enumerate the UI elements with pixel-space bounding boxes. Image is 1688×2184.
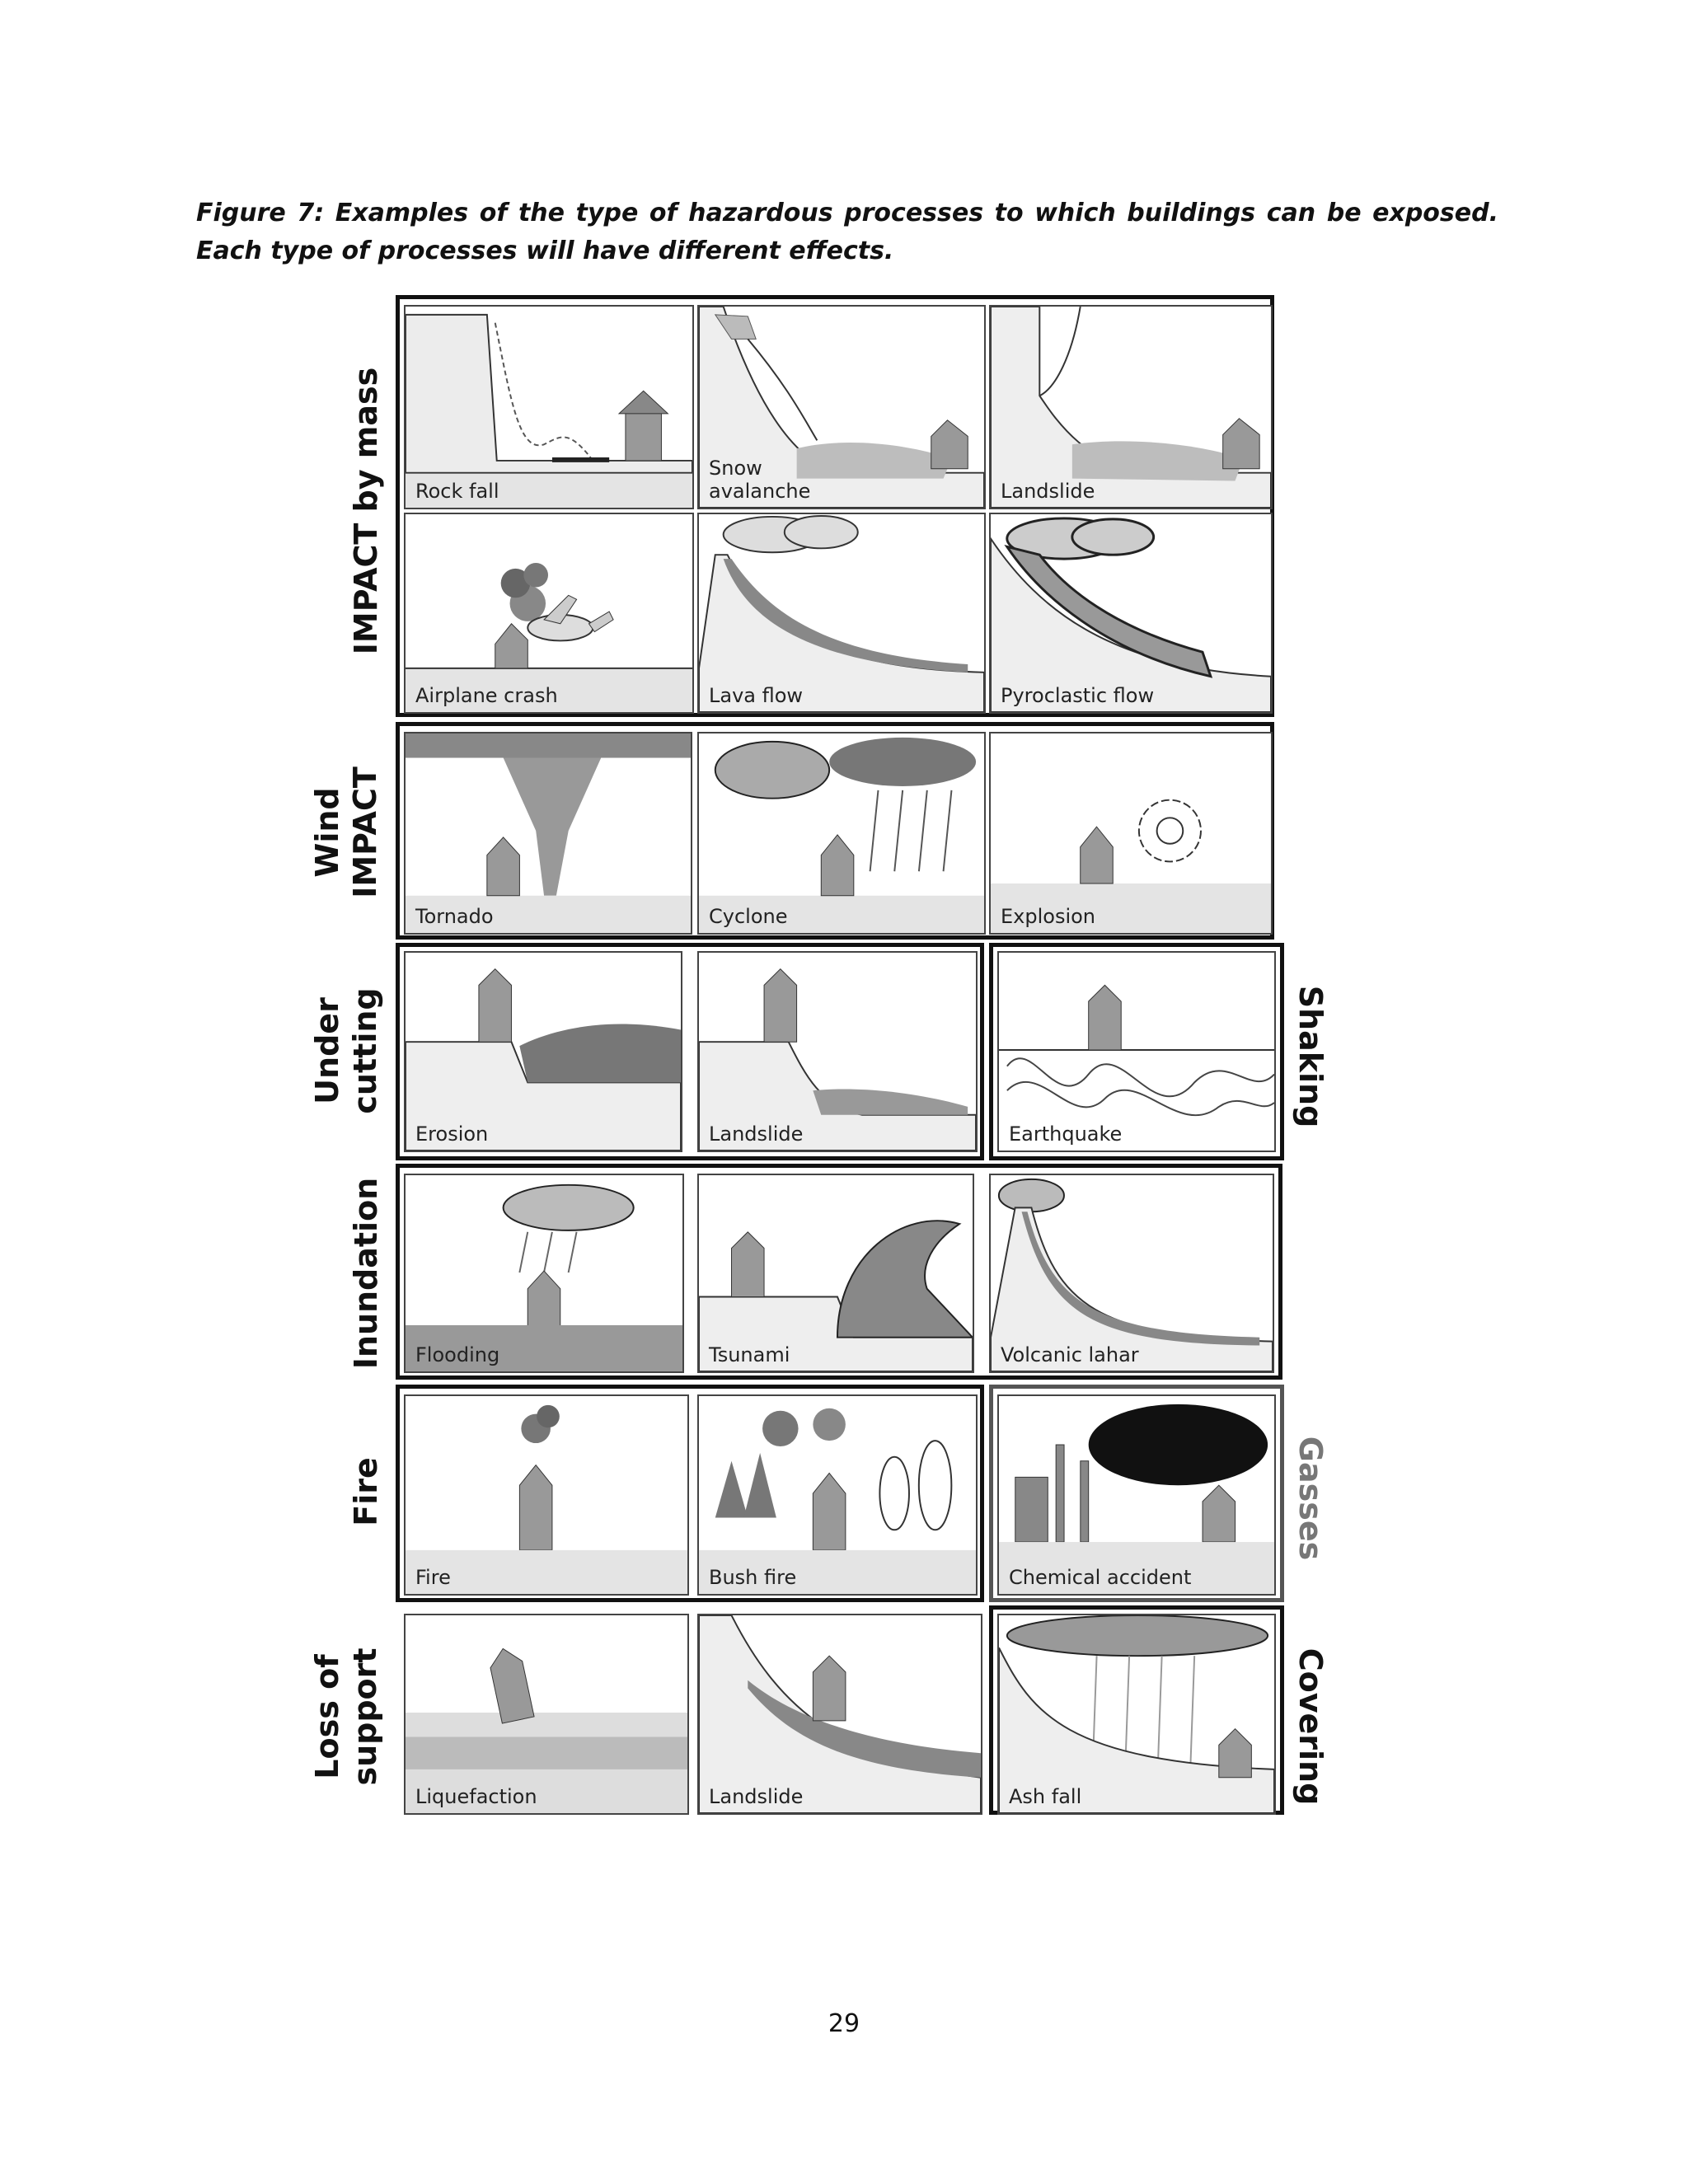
label-snow-avalanche-line1: Snow: [709, 457, 762, 480]
bushfire-house: [813, 1473, 846, 1549]
avalanche-deposit: [797, 443, 952, 479]
row-label-gasses: Gasses: [1292, 1436, 1329, 1561]
tornado-sky: [406, 733, 691, 758]
row-label-loss-of-support: [308, 1647, 384, 1785]
row-label-wind-impact-line2: IMPACT: [347, 766, 383, 898]
row-label-wind-impact-line1: Wind: [309, 787, 345, 878]
rockfall-road: [552, 457, 609, 462]
label-chemical-accident: Chemical accident: [1009, 1566, 1192, 1589]
tsunami-wave: [837, 1221, 973, 1337]
cyclone-rain: [870, 790, 952, 871]
row-label-inundation: Inundation: [348, 1177, 384, 1370]
row-label-under-cutting-line1: Under: [309, 997, 345, 1104]
fire-smoke: [521, 1405, 559, 1443]
chemical-smoke-cloud: [1089, 1404, 1268, 1485]
earthquake-wave-2: [1007, 1082, 1274, 1115]
landslide1-house: [1223, 419, 1259, 469]
airplane-smoke: [501, 563, 548, 621]
label-tornado: Tornado: [415, 905, 494, 928]
row-label-under-cutting: [308, 987, 384, 1113]
rockfall-house: [619, 391, 668, 461]
liquefaction-water: [406, 1737, 687, 1769]
label-flooding: Flooding: [415, 1343, 500, 1366]
explosion-house: [1081, 827, 1114, 883]
label-earthquake: Earthquake: [1009, 1122, 1123, 1146]
label-tsunami: Tsunami: [709, 1343, 790, 1366]
flooding-house: [528, 1271, 560, 1329]
earthquake-house: [1089, 985, 1122, 1050]
label-explosion: Explosion: [1001, 905, 1096, 928]
airplane-house: [495, 624, 528, 668]
page-number: 29: [828, 2009, 860, 2038]
panel-airplane-crash: [404, 513, 694, 714]
tsunami-house: [732, 1232, 765, 1297]
label-fire: Fire: [415, 1566, 451, 1589]
fire-house: [519, 1465, 552, 1550]
landslide1-deposit: [1072, 441, 1244, 480]
panel-bush-fire: [697, 1394, 978, 1596]
row-label-wind-impact: [308, 766, 384, 898]
panel-tsunami: [697, 1174, 974, 1373]
erosion-waves: [519, 1024, 681, 1083]
bushfire-trees: [715, 1453, 776, 1518]
chemical-factory: [1015, 1445, 1089, 1542]
panel-explosion: [989, 732, 1273, 935]
label-volcanic-lahar: Volcanic lahar: [1001, 1343, 1139, 1366]
label-lava-flow: Lava flow: [709, 684, 804, 707]
label-landslide-2: Landslide: [709, 1122, 804, 1146]
rockfall-trajectory: [495, 323, 593, 461]
label-erosion: Erosion: [415, 1122, 489, 1146]
panel-erosion: [404, 951, 682, 1152]
row-label-fire: Fire: [348, 1457, 384, 1526]
liquefaction-house: [487, 1645, 534, 1723]
row-label-impact-by-mass: IMPACT by mass: [348, 367, 384, 655]
avalanche-house: [931, 420, 968, 469]
panel-volcanic-lahar: [989, 1174, 1274, 1373]
panel-flooding: [404, 1174, 684, 1373]
panel-liquefaction: [404, 1614, 689, 1815]
panel-lava-flow: [697, 513, 986, 714]
cyclone-clouds: [715, 738, 976, 799]
panel-pyroclastic-flow: [989, 513, 1273, 714]
ashfall-cloud: [1007, 1615, 1268, 1656]
tornado-house: [487, 837, 520, 896]
panel-snow-avalanche: [697, 305, 986, 509]
panel-landslide-1: [989, 305, 1273, 509]
flooding-cloud: [504, 1185, 634, 1230]
row-label-loss-of-support-line2: support: [347, 1647, 383, 1786]
landslide2-house: [764, 969, 797, 1043]
earthquake-wave-1: [1007, 1058, 1274, 1096]
panel-rock-fall: [404, 305, 694, 509]
label-cyclone: Cyclone: [709, 905, 788, 928]
row-label-shaking: Shaking: [1292, 985, 1329, 1128]
label-pyroclastic-flow: Pyroclastic flow: [1001, 684, 1155, 707]
panel-earthquake: [997, 951, 1276, 1152]
panel-fire: [404, 1394, 689, 1596]
chemical-house: [1203, 1485, 1236, 1542]
explosion-blast: [1139, 800, 1201, 862]
row-label-covering: Covering: [1292, 1647, 1329, 1806]
figure-caption: Figure 7: Examples of the type of hazardous processes to which buildings can be exposed. Each type of processes will have different effects.: [196, 199, 1498, 265]
flooding-rain: [519, 1232, 576, 1272]
row-label-under-cutting-line2: cutting: [347, 987, 383, 1114]
label-snow-avalanche: [709, 457, 810, 503]
lava-cloud: [724, 516, 858, 552]
panel-tornado: [404, 732, 692, 935]
panel-chemical-accident: [997, 1394, 1276, 1596]
cyclone-house: [821, 835, 854, 896]
landslide1-scarp: [1039, 307, 1080, 396]
label-snow-avalanche-line2: avalanche: [709, 480, 811, 503]
label-rock-fall: Rock fall: [415, 480, 499, 503]
panel-ash-fall: [997, 1614, 1276, 1815]
bushfire-smoke: [762, 1408, 846, 1446]
label-liquefaction: Liquefaction: [415, 1785, 537, 1808]
panel-landslide-3: [697, 1614, 982, 1815]
landslide2-deposit: [813, 1089, 968, 1114]
label-landslide-3: Landslide: [709, 1785, 804, 1808]
label-airplane-crash: Airplane crash: [415, 684, 558, 707]
landslide3-house: [813, 1656, 846, 1721]
label-ash-fall: Ash fall: [1009, 1785, 1082, 1808]
ashfall-house: [1219, 1729, 1252, 1778]
lahar-cloud: [999, 1179, 1064, 1212]
erosion-house: [479, 969, 512, 1043]
panel-landslide-2: [697, 951, 978, 1152]
row-label-loss-of-support-line1: Loss of: [309, 1654, 345, 1779]
label-landslide-1: Landslide: [1001, 480, 1095, 503]
label-bush-fire: Bush fire: [709, 1566, 797, 1589]
bushfire-poplars: [879, 1441, 951, 1530]
panel-cyclone: [697, 732, 986, 935]
